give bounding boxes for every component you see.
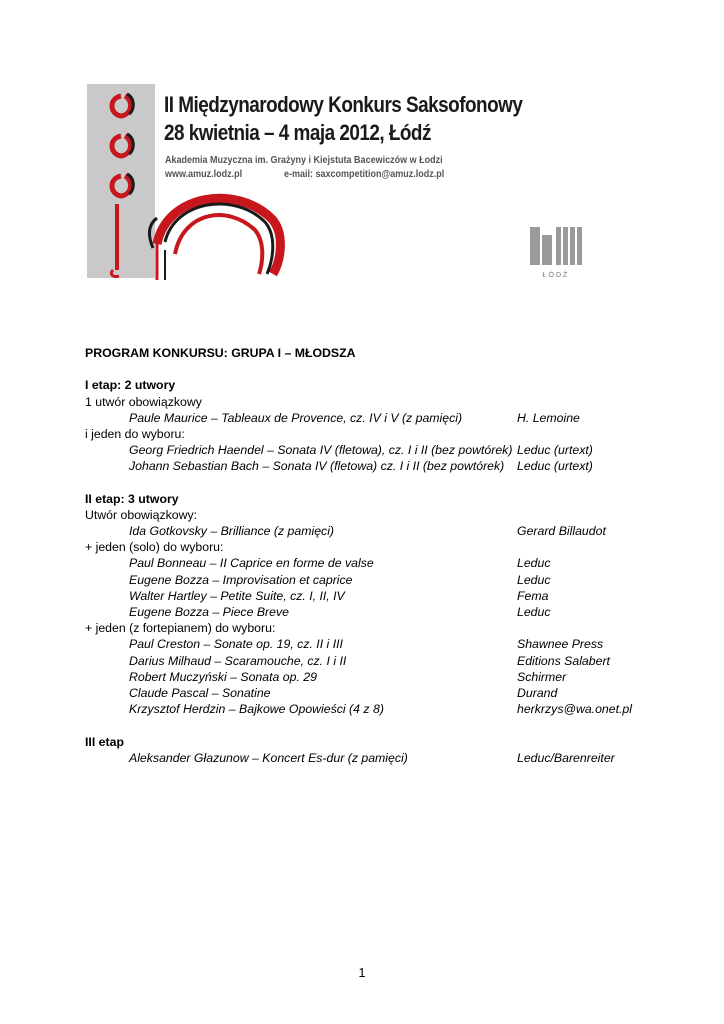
list-item — [85, 458, 645, 474]
work-title: Johann Sebastian Bach – Sonata IV (fletowa) cz. I i II (bez powtórek) — [129, 459, 505, 474]
stage2-mandatory-label: Utwór obowiązkowy: — [85, 507, 198, 522]
work-title: Paul Creston – Sonate op. 19, cz. II i III — [129, 637, 343, 652]
list-item — [85, 604, 645, 620]
stage1-mandatory-label: 1 utwór obowiązkowy — [85, 394, 202, 409]
stage1-title: I etap: 2 utwory — [85, 378, 176, 393]
list-item — [85, 555, 645, 571]
publisher: Leduc (urtext) — [517, 443, 593, 458]
list-item — [85, 588, 645, 604]
publisher: Schirmer — [517, 669, 567, 684]
work-title: Ida Gotkovsky – Brilliance (z pamięci) — [129, 524, 335, 539]
list-item — [85, 523, 645, 539]
publisher: Fema — [517, 588, 549, 603]
work-title: Eugene Bozza – Improvisation et caprice — [129, 572, 353, 587]
publisher: Editions Salabert — [517, 653, 610, 668]
list-item — [85, 636, 645, 652]
work-title: Aleksander Głazunow – Koncert Es-dur (z pamięci) — [129, 750, 408, 765]
program-heading: PROGRAM KONKURSU: GRUPA I – MŁODSZA — [85, 346, 356, 360]
stage2-solo-label: + jeden (solo) do wyboru: — [85, 540, 224, 555]
publisher: Leduc — [517, 605, 551, 619]
list-item — [85, 410, 645, 426]
academy-name: Akademia Muzyczna im. Grażyny i Kiejstuta Bacewiczów w Łodzi — [165, 155, 443, 166]
work-title: Krzysztof Herdzin – Bajkowe Opowieści (4 z 8) — [129, 702, 384, 717]
work-title: Robert Muczyński – Sonata op. 29 — [129, 669, 317, 684]
work-title: Georg Friedrich Haendel – Sonata IV (fletowa), cz. I i II (bez powtórek) — [129, 443, 513, 458]
work-title: Walter Hartley – Petite Suite, cz. I, II, IV — [129, 588, 345, 603]
work-title: Paul Bonneau – II Caprice en forme de valse — [129, 556, 374, 571]
page-number: 1 — [358, 966, 366, 980]
list-item — [85, 442, 645, 458]
competition-dates: 28 kwietnia – 4 maja 2012, Łódź — [164, 120, 431, 145]
stage3-title: III etap — [85, 734, 124, 749]
work-title: Paule Maurice – Tableaux de Provence, cz. IV i V (z pamięci) — [129, 410, 463, 425]
header-banner — [87, 84, 607, 280]
competition-title: II Międzynarodowy Konkurs Saksofonowy — [164, 92, 523, 117]
work-title: Claude Pascal – Sonatine — [129, 685, 271, 700]
academy-logo-text: ŁÓDŹ — [542, 272, 570, 279]
academy-logo-icon — [528, 225, 584, 279]
list-item — [85, 572, 645, 588]
work-title: Darius Milhaud – Scaramouche, cz. I i II — [129, 653, 347, 668]
email-link[interactable]: e-mail: saxcompetition@amuz.lodz.pl — [284, 169, 445, 180]
stage2-piano-label: + jeden (z fortepianem) do wyboru: — [85, 621, 276, 636]
stage2-title: II etap: 3 utwory — [85, 491, 179, 506]
list-item — [85, 750, 645, 766]
program-content — [85, 345, 645, 766]
list-item — [85, 669, 645, 685]
publisher: Durand — [517, 685, 558, 700]
stage1-choice-label: i jeden do wyboru: — [85, 426, 185, 441]
work-title: Eugene Bozza – Piece Breve — [129, 605, 289, 619]
publisher: Leduc (urtext) — [517, 459, 593, 474]
publisher: herkrzys@wa.onet.pl — [517, 702, 633, 717]
list-item — [85, 701, 645, 717]
list-item — [85, 685, 645, 701]
publisher: Leduc — [517, 556, 551, 571]
website-link[interactable]: www.amuz.lodz.pl — [165, 169, 243, 180]
publisher: Gerard Billaudot — [517, 524, 606, 539]
list-item — [85, 653, 645, 669]
publisher: Leduc/Barenreiter — [517, 750, 615, 765]
publisher: Leduc — [517, 572, 551, 587]
publisher: Shawnee Press — [517, 637, 604, 652]
publisher: H. Lemoine — [517, 410, 580, 425]
